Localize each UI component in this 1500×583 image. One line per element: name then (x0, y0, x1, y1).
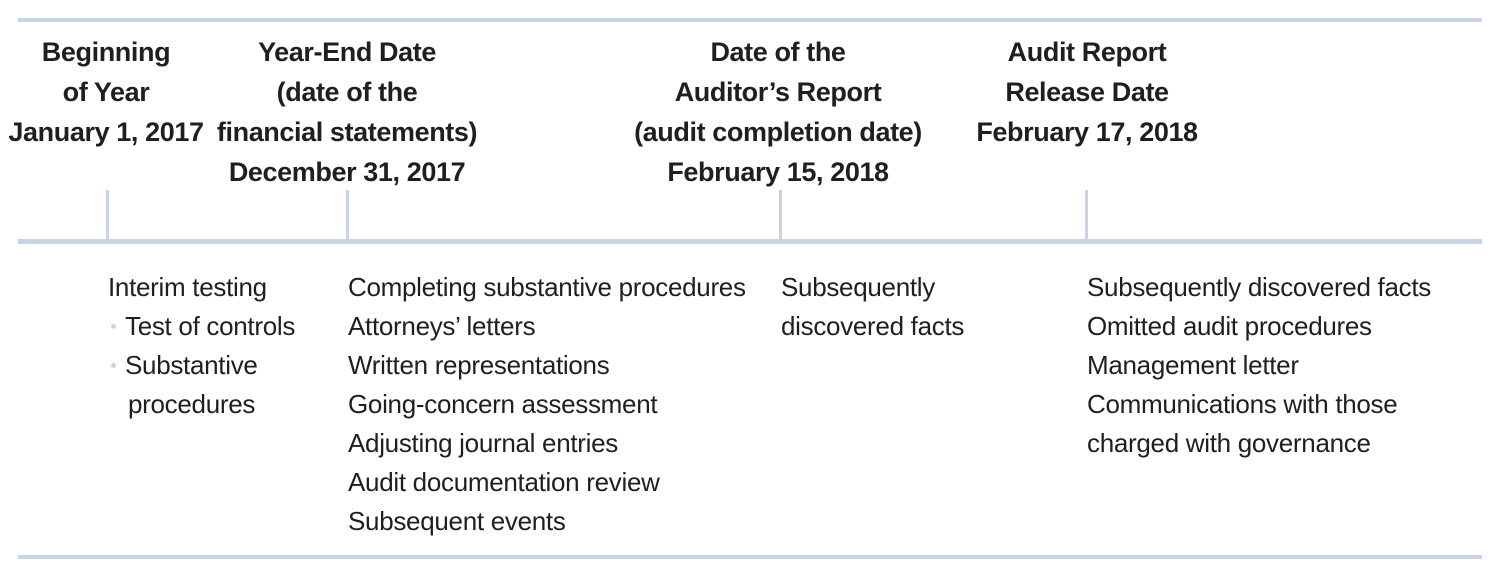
milestone-year-end (217, 32, 477, 192)
activities-post-release (1087, 268, 1431, 463)
milestone-date: February 15, 2018 (667, 157, 889, 187)
milestone-line: Date of the (710, 37, 846, 67)
milestone-line: (audit completion date) (634, 117, 922, 147)
bullet-icon (111, 363, 116, 368)
milestone-line: Year-End Date (258, 37, 436, 67)
activity-item: Subsequently (781, 272, 935, 302)
milestone-line: Auditor’s Report (674, 77, 882, 107)
milestone-line: of Year (62, 77, 150, 107)
milestone-beginning-of-year (8, 32, 203, 152)
activity-bullet-item (108, 346, 295, 385)
activity-label: Test of controls (125, 311, 296, 341)
activity-item: Omitted audit procedures (1087, 311, 1372, 341)
activity-item: Completing substantive procedures (348, 272, 746, 302)
activities-pre-release (781, 268, 964, 346)
milestone-line: Beginning (41, 37, 171, 67)
activity-continuation: procedures (128, 389, 256, 419)
activity-bullet-item (108, 307, 295, 346)
bullet-icon (111, 324, 116, 329)
milestone-date: January 1, 2017 (8, 117, 204, 147)
activity-label: Substantive (125, 350, 258, 380)
timeline-bottom-rule (18, 555, 1482, 559)
activity-item: Attorneys’ letters (348, 311, 536, 341)
activity-item: Written representations (348, 350, 610, 380)
activities-completion (348, 268, 746, 541)
tick-release-date (1085, 190, 1088, 240)
milestone-line: (date of the (276, 77, 418, 107)
activity-heading: Interim testing (108, 272, 267, 302)
milestone-line: financial statements) (216, 117, 478, 147)
activity-item: Communications with those (1087, 389, 1398, 419)
tick-year-end (346, 190, 349, 240)
milestone-line: Release Date (1005, 77, 1169, 107)
activity-item: Subsequent events (348, 506, 566, 536)
activities-interim (108, 268, 295, 424)
milestone-date: December 31, 2017 (228, 157, 466, 187)
activity-item: Management letter (1087, 350, 1299, 380)
activity-item: Adjusting journal entries (348, 428, 618, 458)
activity-item: charged with governance (1087, 428, 1371, 458)
milestone-release-date (976, 32, 1197, 152)
milestone-date: February 17, 2018 (976, 117, 1198, 147)
activity-item: Audit documentation review (348, 467, 660, 497)
milestone-line: Audit Report (1007, 37, 1167, 67)
tick-report-date (779, 190, 782, 240)
timeline-axis (18, 239, 1482, 244)
tick-beginning-of-year (106, 190, 109, 240)
milestone-report-date (634, 32, 922, 192)
timeline-top-rule (18, 18, 1482, 22)
activity-item: Going-concern assessment (348, 389, 658, 419)
activity-item: Subsequently discovered facts (1087, 272, 1431, 302)
activity-item: discovered facts (781, 311, 965, 341)
